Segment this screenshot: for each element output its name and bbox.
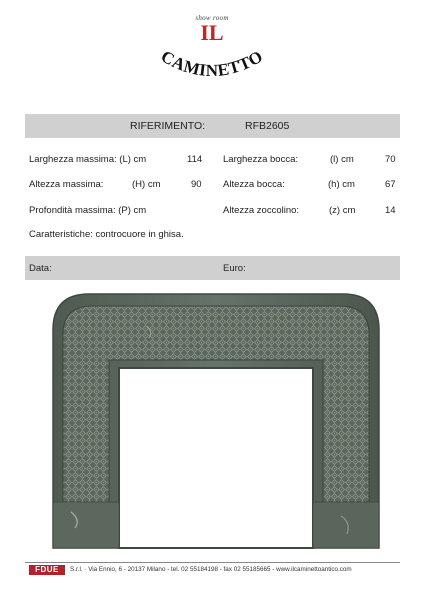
max-height-value: 90 [191,179,202,190]
logo-wordmark [150,43,274,91]
plinth-height-value: 14 [385,205,396,216]
fireplace-photo [51,290,381,550]
mouth-width-unit: (l) cm [330,154,354,165]
right-plinth [313,502,379,548]
mouth-width-value: 70 [385,154,396,165]
logo-prefix: IL [200,20,224,45]
footer-contact-info: S.r.l. · Via Ennio, 6 - 20137 Milano - tel. 02 55184198 - fax 02 55185665 - www.ilcaminettoantico.com [70,566,352,573]
svg-text:CAMINETTO [158,47,266,80]
mouth-width-label: Larghezza bocca: [223,154,298,165]
logo-name: CAMINETTO [157,46,267,81]
max-height-label: Altezza massima: [29,179,104,190]
footer-divider [25,562,400,563]
logo-tagline: show room [195,14,229,22]
features-text: Caratteristiche: controcuore in ghisa. [29,229,184,240]
mouth-height-label: Altezza bocca: [223,179,285,190]
left-plinth [53,502,119,548]
date-label: Data: [29,263,52,274]
date-price-bar [25,256,400,280]
mouth-height-unit: (h) cm [328,179,355,190]
footer-brand-logo: FDUE [29,565,65,575]
max-width-label: Larghezza massima: (L) cm [29,154,147,165]
reference-code: RFB2605 [245,120,290,132]
plinth-height-unit: (z) cm [329,205,356,216]
reference-bar [25,114,400,138]
max-width-value: 114 [187,154,203,165]
max-depth-label: Profondità massima: (P) cm [29,205,147,216]
plinth-height-label: Altezza zoccolino: [223,205,300,216]
mouth-height-value: 67 [385,179,396,190]
company-logo [150,14,274,92]
max-height-unit: (H) cm [132,179,161,190]
reference-label: RIFERIMENTO: [130,120,206,132]
fireplace-opening [119,368,313,548]
price-label: Euro: [223,263,246,274]
